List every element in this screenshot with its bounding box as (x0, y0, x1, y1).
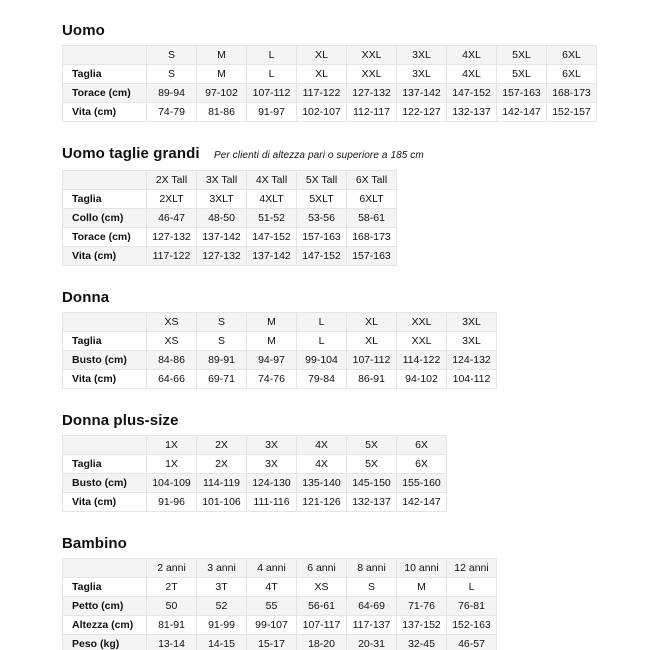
table-cell: 157-163 (497, 84, 547, 103)
column-header: 3X Tall (197, 171, 247, 190)
table-cell: 107-112 (347, 351, 397, 370)
table-cell: 99-107 (247, 616, 297, 635)
table-cell: 132-137 (447, 103, 497, 122)
column-header: 2 anni (147, 559, 197, 578)
table-row (63, 332, 497, 351)
column-header: 4 anni (247, 559, 297, 578)
column-header: XXL (397, 313, 447, 332)
section-title: Uomo (62, 22, 105, 39)
table-cell: 5X (347, 455, 397, 474)
column-header: XL (297, 46, 347, 65)
row-label: Torace (cm) (63, 228, 147, 247)
row-label: Taglia (63, 332, 147, 351)
column-header: 3XL (397, 46, 447, 65)
table-cell: L (297, 332, 347, 351)
table-body (63, 455, 447, 512)
row-label: Busto (cm) (63, 351, 147, 370)
corner-cell (63, 313, 147, 332)
table-cell: 32-45 (397, 635, 447, 650)
table-cell: 107-117 (297, 616, 347, 635)
row-label: Torace (cm) (63, 84, 147, 103)
table-cell: 64-66 (147, 370, 197, 389)
column-header: 4X (297, 436, 347, 455)
table-cell: 117-122 (297, 84, 347, 103)
table-cell: 91-96 (147, 493, 197, 512)
table-row (63, 474, 447, 493)
column-header: L (297, 313, 347, 332)
table-cell: 58-61 (347, 209, 397, 228)
table-cell: 48-50 (197, 209, 247, 228)
table-cell: 94-97 (247, 351, 297, 370)
table-row (63, 190, 397, 209)
table-row (63, 578, 497, 597)
table-cell: 50 (147, 597, 197, 616)
table-row (63, 370, 497, 389)
row-label: Petto (cm) (63, 597, 147, 616)
size-table (62, 435, 447, 512)
table-cell: 111-116 (247, 493, 297, 512)
table-cell: 2T (147, 578, 197, 597)
table-cell: 76-81 (447, 597, 497, 616)
table-cell: 81-91 (147, 616, 197, 635)
column-header: 3X (247, 436, 297, 455)
table-cell: 101-106 (197, 493, 247, 512)
table-cell: S (347, 578, 397, 597)
column-header: 6X (397, 436, 447, 455)
table-cell: 114-122 (397, 351, 447, 370)
row-label: Vita (cm) (63, 247, 147, 266)
column-header: S (147, 46, 197, 65)
table-row (63, 597, 497, 616)
column-header: 8 anni (347, 559, 397, 578)
column-header: 12 anni (447, 559, 497, 578)
table-cell: 20-31 (347, 635, 397, 650)
column-header: 5X Tall (297, 171, 347, 190)
table-cell: 132-137 (347, 493, 397, 512)
row-label: Altezza (cm) (63, 616, 147, 635)
column-header: 5XL (497, 46, 547, 65)
column-header: 10 anni (397, 559, 447, 578)
table-cell: 46-57 (447, 635, 497, 650)
table-cell: 147-152 (247, 228, 297, 247)
table-cell: 79-84 (297, 370, 347, 389)
table-header (63, 171, 397, 190)
table-cell: 4XLT (247, 190, 297, 209)
table-cell: 5XL (497, 65, 547, 84)
table-header (63, 313, 497, 332)
table-cell: 124-132 (447, 351, 497, 370)
section-uomo-taglie-grandi (62, 145, 650, 266)
table-cell: 157-163 (297, 228, 347, 247)
section-title: Bambino (62, 535, 127, 552)
header-row (63, 559, 497, 578)
table-cell: 99-104 (297, 351, 347, 370)
table-cell: 2XLT (147, 190, 197, 209)
section-donna-plus-size (62, 412, 650, 512)
table-cell: 18-20 (297, 635, 347, 650)
section-heading (62, 22, 650, 39)
table-cell: 1X (147, 455, 197, 474)
table-cell: 97-102 (197, 84, 247, 103)
size-table-container-bambino (62, 558, 650, 650)
table-cell: 147-152 (447, 84, 497, 103)
table-cell: 53-56 (297, 209, 347, 228)
table-cell: 168-173 (347, 228, 397, 247)
table-body (63, 332, 497, 389)
table-cell: 152-157 (547, 103, 597, 122)
table-cell: S (147, 65, 197, 84)
table-cell: 91-97 (247, 103, 297, 122)
table-cell: 121-126 (297, 493, 347, 512)
section-subtitle: Per clienti di altezza pari o superiore a 185 cm (213, 150, 424, 161)
table-cell: 137-142 (247, 247, 297, 266)
table-cell: XS (147, 332, 197, 351)
table-cell: 145-150 (347, 474, 397, 493)
table-row (63, 228, 397, 247)
table-row (63, 209, 397, 228)
column-header: S (197, 313, 247, 332)
table-row (63, 493, 447, 512)
header-row (63, 313, 497, 332)
table-cell: 74-76 (247, 370, 297, 389)
table-cell: 3XL (447, 332, 497, 351)
table-header (63, 46, 597, 65)
table-cell: XL (297, 65, 347, 84)
row-label: Busto (cm) (63, 474, 147, 493)
section-bambino (62, 535, 650, 650)
column-header: 6X Tall (347, 171, 397, 190)
row-label: Taglia (63, 578, 147, 597)
table-cell: 64-69 (347, 597, 397, 616)
table-cell: 142-147 (397, 493, 447, 512)
table-cell: 107-112 (247, 84, 297, 103)
table-cell: 94-102 (397, 370, 447, 389)
table-cell: 127-132 (347, 84, 397, 103)
column-header: 3 anni (197, 559, 247, 578)
table-cell: 4T (247, 578, 297, 597)
column-header: M (247, 313, 297, 332)
table-cell: 102-107 (297, 103, 347, 122)
table-cell: 52 (197, 597, 247, 616)
table-cell: 157-163 (347, 247, 397, 266)
table-row (63, 635, 497, 650)
table-cell: 104-109 (147, 474, 197, 493)
section-title: Donna (62, 289, 110, 306)
column-header: 6XL (547, 46, 597, 65)
column-header: 2X (197, 436, 247, 455)
table-cell: 137-142 (397, 84, 447, 103)
table-cell: 135-140 (297, 474, 347, 493)
column-header: L (247, 46, 297, 65)
table-row (63, 65, 597, 84)
table-cell: 127-132 (197, 247, 247, 266)
table-cell: 114-119 (197, 474, 247, 493)
row-label: Vita (cm) (63, 103, 147, 122)
section-heading (62, 412, 650, 429)
column-header: 5X (347, 436, 397, 455)
table-row (63, 616, 497, 635)
corner-cell (63, 436, 147, 455)
section-title: Donna plus-size (62, 412, 179, 429)
table-cell: 137-152 (397, 616, 447, 635)
header-row (63, 171, 397, 190)
table-cell: XXL (397, 332, 447, 351)
table-cell: XXL (347, 65, 397, 84)
table-cell: 69-71 (197, 370, 247, 389)
table-cell: 127-132 (147, 228, 197, 247)
size-table-container-donna (62, 312, 650, 389)
table-cell: 51-52 (247, 209, 297, 228)
table-cell: 104-112 (447, 370, 497, 389)
table-cell: L (247, 65, 297, 84)
table-cell: 155-160 (397, 474, 447, 493)
table-cell: 91-99 (197, 616, 247, 635)
table-cell: XS (297, 578, 347, 597)
table-cell: 5XLT (297, 190, 347, 209)
table-cell: 86-91 (347, 370, 397, 389)
table-cell: M (397, 578, 447, 597)
table-cell: 3XL (397, 65, 447, 84)
column-header: 4XL (447, 46, 497, 65)
table-cell: L (447, 578, 497, 597)
table-row (63, 455, 447, 474)
row-label: Taglia (63, 190, 147, 209)
table-cell: 15-17 (247, 635, 297, 650)
table-cell: 2X (197, 455, 247, 474)
table-cell: 6XLT (347, 190, 397, 209)
column-header: 6 anni (297, 559, 347, 578)
column-header: 2X Tall (147, 171, 197, 190)
column-header: 4X Tall (247, 171, 297, 190)
table-cell: 14-15 (197, 635, 247, 650)
section-heading (62, 535, 650, 552)
table-cell: 152-163 (447, 616, 497, 635)
table-row (63, 351, 497, 370)
table-cell: 3XLT (197, 190, 247, 209)
table-cell: 168-173 (547, 84, 597, 103)
table-cell: 55 (247, 597, 297, 616)
table-row (63, 84, 597, 103)
section-heading (62, 145, 650, 164)
section-uomo (62, 22, 650, 122)
table-cell: 4X (297, 455, 347, 474)
corner-cell (63, 46, 147, 65)
table-cell: 89-94 (147, 84, 197, 103)
table-cell: 46-47 (147, 209, 197, 228)
table-cell: 71-76 (397, 597, 447, 616)
section-title: Uomo taglie grandi (62, 145, 200, 162)
table-cell: 84-86 (147, 351, 197, 370)
row-label: Taglia (63, 65, 147, 84)
size-table (62, 312, 497, 389)
table-cell: 6XL (547, 65, 597, 84)
size-table-container-uomo (62, 45, 650, 122)
size-table (62, 170, 397, 266)
size-table (62, 558, 497, 650)
row-label: Collo (cm) (63, 209, 147, 228)
column-header: 3XL (447, 313, 497, 332)
table-cell: 117-137 (347, 616, 397, 635)
table-cell: 6X (397, 455, 447, 474)
size-table (62, 45, 597, 122)
table-body (63, 190, 397, 266)
table-cell: 74-79 (147, 103, 197, 122)
table-cell: XL (347, 332, 397, 351)
corner-cell (63, 559, 147, 578)
row-label: Vita (cm) (63, 493, 147, 512)
column-header: M (197, 46, 247, 65)
table-header (63, 436, 447, 455)
header-row (63, 46, 597, 65)
table-cell: M (247, 332, 297, 351)
table-cell: 4XL (447, 65, 497, 84)
header-row (63, 436, 447, 455)
table-cell: 112-117 (347, 103, 397, 122)
column-header: 1X (147, 436, 197, 455)
row-label: Vita (cm) (63, 370, 147, 389)
table-cell: 124-130 (247, 474, 297, 493)
table-cell: 122-127 (397, 103, 447, 122)
column-header: XXL (347, 46, 397, 65)
table-row (63, 103, 597, 122)
section-heading (62, 289, 650, 306)
table-cell: 81-86 (197, 103, 247, 122)
table-cell: 3X (247, 455, 297, 474)
table-cell: 89-91 (197, 351, 247, 370)
table-cell: S (197, 332, 247, 351)
size-table-container-donna-plus-size (62, 435, 650, 512)
table-body (63, 65, 597, 122)
table-cell: 13-14 (147, 635, 197, 650)
row-label: Taglia (63, 455, 147, 474)
column-header: XL (347, 313, 397, 332)
column-header: XS (147, 313, 197, 332)
table-body (63, 578, 497, 650)
table-row (63, 247, 397, 266)
size-table-container-uomo-taglie-grandi (62, 170, 650, 266)
corner-cell (63, 171, 147, 190)
table-cell: 147-152 (297, 247, 347, 266)
section-donna (62, 289, 650, 389)
table-cell: M (197, 65, 247, 84)
table-cell: 117-122 (147, 247, 197, 266)
row-label: Peso (kg) (63, 635, 147, 650)
table-cell: 142-147 (497, 103, 547, 122)
table-cell: 137-142 (197, 228, 247, 247)
table-cell: 3T (197, 578, 247, 597)
table-header (63, 559, 497, 578)
table-cell: 56-61 (297, 597, 347, 616)
